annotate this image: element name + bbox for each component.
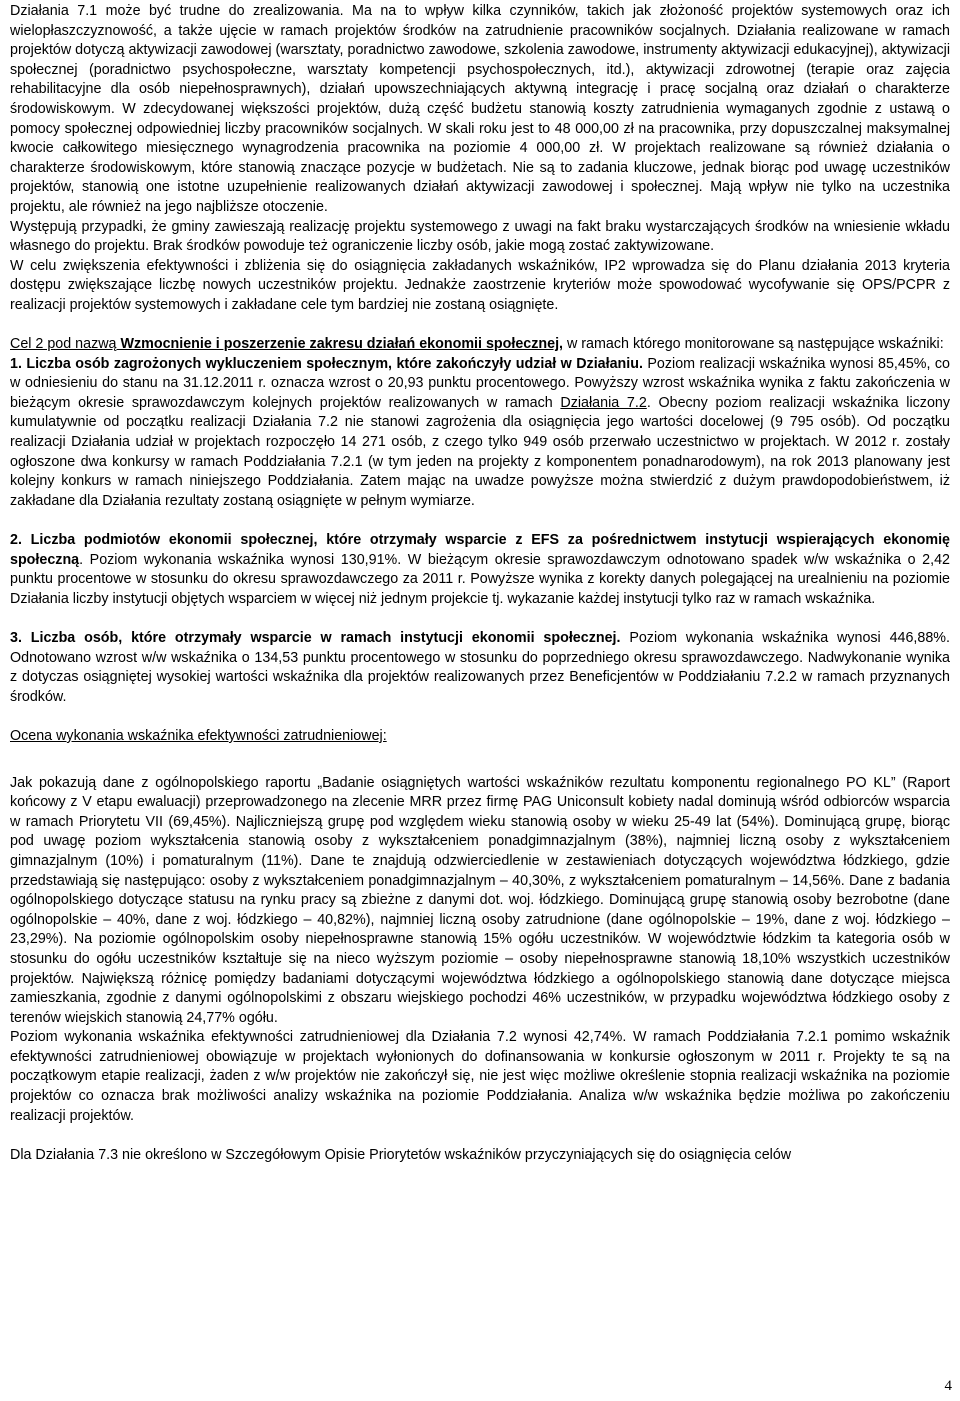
assessment-heading: Ocena wykonania wskaźnika efektywności zatrudnieniowej:	[10, 727, 387, 744]
goal-2-heading	[10, 335, 950, 355]
goal-2-name: Wzmocnienie i poszerzenie zakresu działań ekonomii społecznej,	[120, 336, 564, 353]
indicator-1-text-a: Poziom realizacji wskaźnika wynosi 85,45%, co w odniesieniu do stanu na 31.12.2011 r. oznacza wzrost o 20,93 punktu procentowego. Powyższy wzrost wskaźnika wynika z faktu zakończenia w bieżącym okresie sprawozdawczym kolejnych projektów realizowanych w ramach	[10, 355, 950, 411]
spacer	[10, 1126, 950, 1146]
indicator-2	[10, 531, 950, 609]
indicator-2-title: 2. Liczba podmiotów ekonomii społecznej, które otrzymały wsparcie z EFS za pośrednictwem instytucji wspierających ekonomię społeczną	[10, 532, 950, 568]
indicator-3-title: 3. Liczba osób, które otrzymały wsparcie w ramach instytucji ekonomii społecznej.	[10, 630, 621, 646]
goal-2-prefix: Cel 2 pod nazwą	[10, 336, 121, 353]
indicator-1	[10, 355, 950, 512]
page-number: 4	[944, 1378, 952, 1394]
indicator-1-text-b: . Obecny poziom realizacji wskaźnika liczony kumulatywnie od początku realizacji Działania 7.2 nie stanowi zagrożenia dla osiągnięcia jego wartości docelowej (9 795 osób). Od początku realizacji Działania udział w projektach rozpoczęło 14 271 osób, z czego tylko 949 osób przerwało uczestnictwo w projektach. W 2012 r. zostały ogłoszone dwa konkursy w ramach Poddziałania 7.2.1 (w tym jeden na projekty z komponentem ponadnarodowym), na rok 2013 planowany jest kolejny konkurs w ramach niniejszego Poddziałania. Zatem mając na uwadze powyższe można stwierdzić z dużym prawdopodobieństwem, iż zakładane dla Działania rezultaty zostaną osiągnięte w pełnym wymiarze.	[10, 394, 950, 509]
indicator-1-link: Działania 7.2	[560, 394, 647, 411]
spacer	[10, 707, 950, 727]
effectiveness-paragraph: W celu zwiększenia efektywności i zbliżenia się do osiągnięcia zakładanych wskaźników, IP2 wprowadza się do Planu działania 2013 kryteria dostępu zwiększające liczbę nowych uczestników projektu. Jednakże zaostrzenie kryteriów może spowodować wycofywanie się OPS/PCPR z realizacji projektów systemowych i zakładane cele tym bardziej nie zostaną osiągnięte.	[10, 257, 950, 313]
spacer	[10, 511, 950, 531]
final-paragraph: Dla Działania 7.3 nie określono w Szczegółowym Opisie Priorytetów wskaźników przyczyniających się do osiągnięcia celów	[10, 1146, 792, 1163]
goal-2-suffix: w ramach którego monitorowane są następujące wskaźniki:	[563, 336, 944, 353]
spacer	[10, 747, 950, 774]
indicator-2-text: . Poziom wykonania wskaźnika wynosi 130,91%. W bieżącym okresie sprawozdawczym odnotowano spadek w/w wskaźnika o 2,42 punktu procentowe w stosunku do okresu sprawozdawczego za 2011 r. Powyższe wynika z korekty danych polegającej na urealnieniu na poziomie Działania liczby instytucji objętych wsparciem w więcej niż jednym projekcie tj. wykazanie każdej instytucji tylko raz w ramach wskaźnika.	[10, 551, 950, 607]
assessment-paragraph-2: Poziom wykonania wskaźnika efektywności zatrudnieniowej dla Działania 7.2 wynosi 42,74%. W ramach Poddziałania 7.2.1 pomimo wskaźnik efektywności zatrudnieniowej obowiązuje w projektach wyłonionych do dofinansowania w konkursie ogłoszonym w 2011 r. Projekty te są na początkowym etapie realizacji, żaden z w/w projektów nie zakończył się, nie jest więc możliwe określenie stopnia realizacji wskaźnika na poziomie projektów co oznacza brak możliwości analizy wskaźnika na poziomie Poddziałania. Analiza w/w wskaźnika będzie możliwa po zakończeniu realizacji projektów.	[10, 1029, 950, 1124]
assessment-paragraph-1: Jak pokazują dane z ogólnopolskiego raportu „Badanie osiągniętych wartości wskaźników rezultatu komponentu regionalnego PO KL” (Raport końcowy z V etapu ewaluacji) przeprowadzonego na zlecenie MRR przez firmę PAG Uniconsult kobiety nadal dominują wśród odbiorców wsparcia w ramach Priorytetu VII (69,45%). Najliczniejszą grupę pod względem wieku stanowią osoby w wieku 25-49 lat (54%). Dominującą grupę, biorąc pod uwagę poziom wykształcenia stanowią osoby z wykształceniem ponadgimnazjalnym (38%), najmniej liczną osoby z wykształceniem gimnazjalnym (10%) i pomaturalnym (11%). Dane te znajdują odzwierciedlenie w zestawieniach dotyczących województwa łódzkiego, gdzie przedstawiają się następująco: osoby z wykształceniem ponadgimnazjalnym – 40,30%, z wykształceniem pomaturalnym – 14,56%. Dane z badania ogólnopolskiego dotyczące statusu na rynku pracy są zbieżne z danymi dot. woj. łódzkiego. Dominującą grupę stanowią osoby bezrobotne (dane ogólnopolskie – 40%, dane z woj. łódzkiego – 40,82%), najmniej liczną osoby zatrudnione (dane ogólnopolskie – 19%, dane z woj. łódzkiego – 23,29%). Na poziomie ogólnopolskim osoby niepełnosprawne stanowią 15% ogółu uczestników. W województwie łódzkim ta kategoria osób w stosunku do ogółu uczestników kształtuje się na nieco wyższym poziomie – osoby niepełnosprawne stanowią 18,10% wszystkich uczestników projektów. Największą różnicę pomiędzy badaniami dotyczącymi województwa łódzkiego a ogólnopolskiego stanowią dane dotyczące miejsca zamieszkania, zgodnie z danymi ogólnopolskimi z obszaru wiejskiego pochodzi 46% uczestników, w przypadku województwa łódzkiego osoby z terenów wiejskich stanowią 24,77% ogółu.	[10, 774, 950, 1026]
spacer	[10, 609, 950, 629]
budget-paragraph: Występują przypadki, że gminy zawieszają realizację projektu systemowego z uwagi na fakt braku wystarczających środków na wniesienie wkładu własnego do projektu. Brak środków powoduje też ograniczenie liczby osób, jakie mogą zostać zaktywizowane.	[10, 218, 950, 255]
spacer	[10, 316, 950, 336]
indicator-1-title: 1. Liczba osób zagrożonych wykluczeniem społecznym, które zakończyły udział w Działaniu.	[10, 355, 643, 372]
indicator-3	[10, 629, 950, 707]
intro-paragraph: Działania 7.1 może być trudne do zrealizowania. Ma na to wpływ kilka czynników, takich jak złożoność projektów systemowych oraz ich wielopłaszczyznowość, a także ujęcie w ramach projektów środków na zatrudnienie pracowników socjalnych. Działania realizowane w ramach projektów dotyczą aktywizacji zawodowej (warsztaty, poradnictwo zawodowe, szkolenia zawodowe, instrumenty aktywizacji edukacyjnej), aktywizacji społecznej (poradnictwo psychospołeczne, warsztaty kompetencji psychospołecznych, itd.), aktywizacji zdrowotnej (terapie oraz zajęcia rehabilitacyjne dla osób niepełnosprawnych), działań upowszechniających aktywną integrację i pracę socjalną oraz działań o charakterze środowiskowym. W zdecydowanej większości projektów, dużą część budżetu stanowią koszty zatrudnienia wymaganych zgodnie z ustawą o pomocy społecznej odpowiedniej liczby pracowników socjalnych. W skali roku jest to 48 000,00 zł na pracownika, przy dopuszczalnej maksymalnej kwocie całkowitego miesięcznego wynagrodzenia pracownika na poziomie 4 000,00 zł. W projektach realizowane są również działania o charakterze środowiskowym, które stanowią znaczące pozycje w budżetach. Nie są to zadania kluczowe, jednak biorąc pod uwagę uczestników projektów, stanowią one istotne uzupełnienie realizowanych działań aktywizacji zawodowej i społecznej. Mają wpływ nie tylko na uczestnika projektu, ale również na jego najbliższe otoczenie.	[10, 3, 950, 215]
indicator-3-text: Poziom wykonania wskaźnika wynosi 446,88%. Odnotowano wzrost w/w wskaźnika o 134,53 punktu procentowego w stosunku do poprzedniego okresu sprawozdawczego. Nadwykonanie wynika z dotyczas osiągniętej wysokiej wartości wskaźnika dla projektów realizowanych przez Beneficjentów w Poddziałaniu 7.2.2 w ramach przyznanych środków.	[10, 630, 950, 705]
